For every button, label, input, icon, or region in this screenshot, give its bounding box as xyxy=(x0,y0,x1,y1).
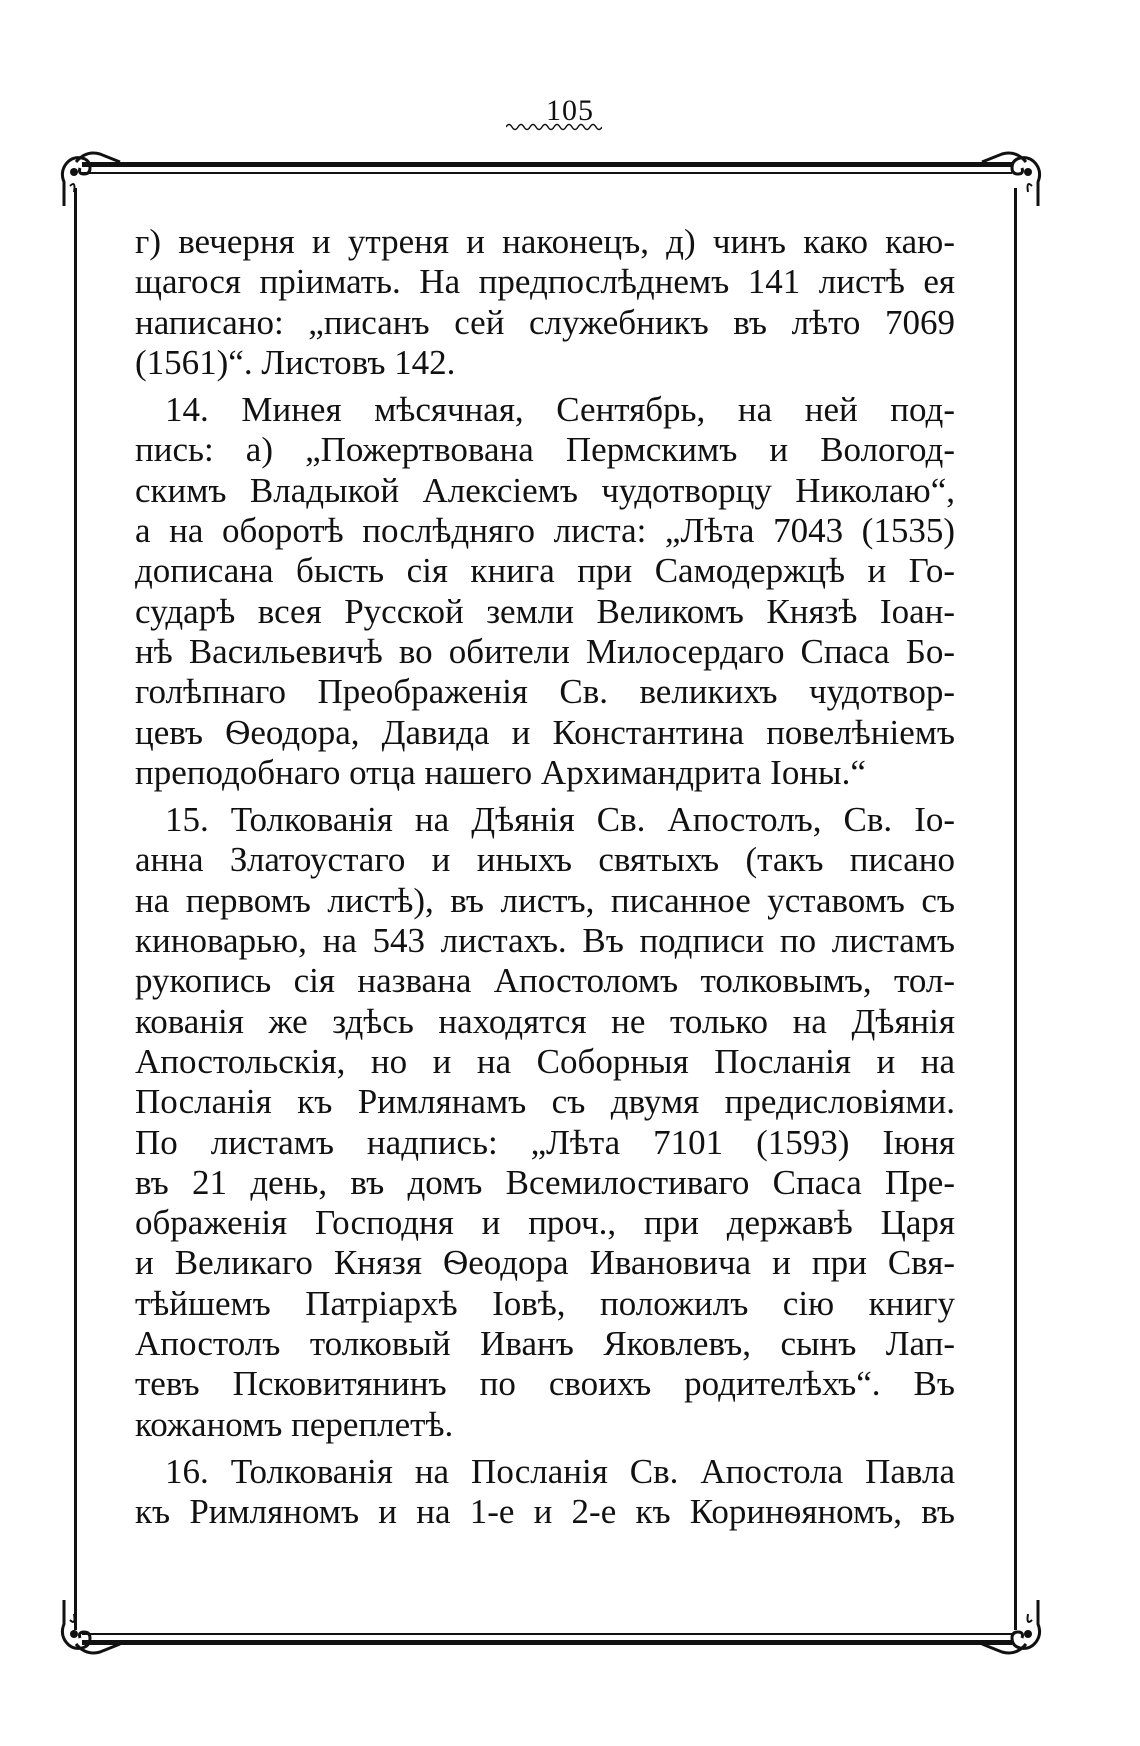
paragraph-item-14 xyxy=(135,390,955,793)
frame-top-rule xyxy=(82,162,1012,174)
paragraph-item-15 xyxy=(135,800,955,1445)
text-line: нѣ Васильевичѣ во обители Милосердаго Спаса Бо- xyxy=(135,631,955,671)
page-body-text xyxy=(135,222,955,1533)
text-line: киноварью, на 543 листахъ. Въ подписи по листамъ xyxy=(135,921,955,961)
frame-left-rule xyxy=(74,188,77,1630)
text-line: на первомъ листѣ), въ листъ, писанное уставомъ съ xyxy=(135,880,955,920)
text-line: 15. Толкованія на Дѣянія Св. Апостолъ, Св. Іо- xyxy=(165,800,955,840)
page-number: 105 xyxy=(546,94,594,127)
text-line: рукопись сія названа Апостоломъ толковымъ, тол- xyxy=(135,961,955,1001)
frame-right-rule xyxy=(1014,188,1017,1630)
text-line: тѣйшемъ Патріархѣ Іовѣ, положилъ сію книгу xyxy=(135,1283,955,1323)
text-line: сударѣ всея Русской земли Великомъ Князѣ Іоан- xyxy=(135,591,955,631)
text-line: написано: „писанъ сей служебникъ въ лѣто 7069 xyxy=(135,302,955,342)
text-line: пись: а) „Пожертвована Пермскимъ и Вологод- xyxy=(135,430,955,470)
text-line: 16. Толкованія на Посланія Св. Апостола Павла xyxy=(165,1451,955,1491)
text-line: преподобнаго отца нашего Архимандрита Іоны.“ xyxy=(135,752,866,792)
text-line: дописана бысть сія книга при Самодержцѣ и Го- xyxy=(135,551,955,591)
text-line: Апостолъ толковый Иванъ Яковлевъ, сынъ Лап- xyxy=(135,1324,955,1364)
paragraph-continuation xyxy=(135,222,955,383)
text-line: въ 21 день, въ домъ Всемилостиваго Спаса Пре- xyxy=(135,1162,955,1202)
text-line: щагося пріимать. На предпослѣднемъ 141 листѣ ея xyxy=(135,262,955,302)
corner-ornament-icon xyxy=(56,142,122,212)
text-line: кожаномъ переплетѣ. xyxy=(135,1404,454,1444)
text-line: голѣпнаго Преображенія Св. великихъ чудотвор- xyxy=(135,672,955,712)
text-line: и Великаго Князя Ѳеодора Ивановича и при Свя- xyxy=(135,1243,955,1283)
frame-bottom-rule xyxy=(82,1633,1012,1645)
corner-ornament-icon xyxy=(980,1594,1046,1664)
paragraph-item-16 xyxy=(135,1452,955,1533)
text-line: анна Златоустаго и иныхъ святыхъ (такъ писано xyxy=(135,840,955,880)
text-line: кованія же здѣсь находятся не только на Дѣянія xyxy=(135,1001,955,1041)
text-line: Апостольскія, но и на Соборныя Посланія и на xyxy=(135,1041,955,1081)
text-line: цевъ Ѳеодора, Давида и Константина повелѣніемъ xyxy=(135,712,955,752)
corner-ornament-icon xyxy=(980,142,1046,212)
text-line: тевъ Псковитянинъ по своихъ родителѣхъ“. Въ xyxy=(135,1364,955,1404)
corner-ornament-icon xyxy=(56,1594,122,1664)
text-line: ображенія Господня и проч., при державѣ Царя xyxy=(135,1203,955,1243)
text-line: Посланія къ Римлянамъ съ двумя предисловіями. xyxy=(135,1082,955,1122)
text-line: г) вечерня и утреня и наконецъ, д) чинъ како каю- xyxy=(135,222,955,261)
text-line: скимъ Владыкой Алексіемъ чудотворцу Николаю“, xyxy=(135,470,955,510)
text-line: а на оборотѣ послѣдняго листа: „Лѣта 7043 (1535) xyxy=(135,511,955,551)
text-line: (1561)“. Листовъ 142. xyxy=(135,342,456,382)
wavy-rule-ornament xyxy=(506,122,602,132)
text-line: 14. Минея мѣсячная, Сентябрь, на ней под- xyxy=(165,390,955,430)
text-line: къ Римляномъ и на 1-е и 2-е къ Коринѳяномъ, въ xyxy=(135,1492,955,1532)
text-line: По листамъ надпись: „Лѣта 7101 (1593) Іюня xyxy=(135,1122,955,1162)
